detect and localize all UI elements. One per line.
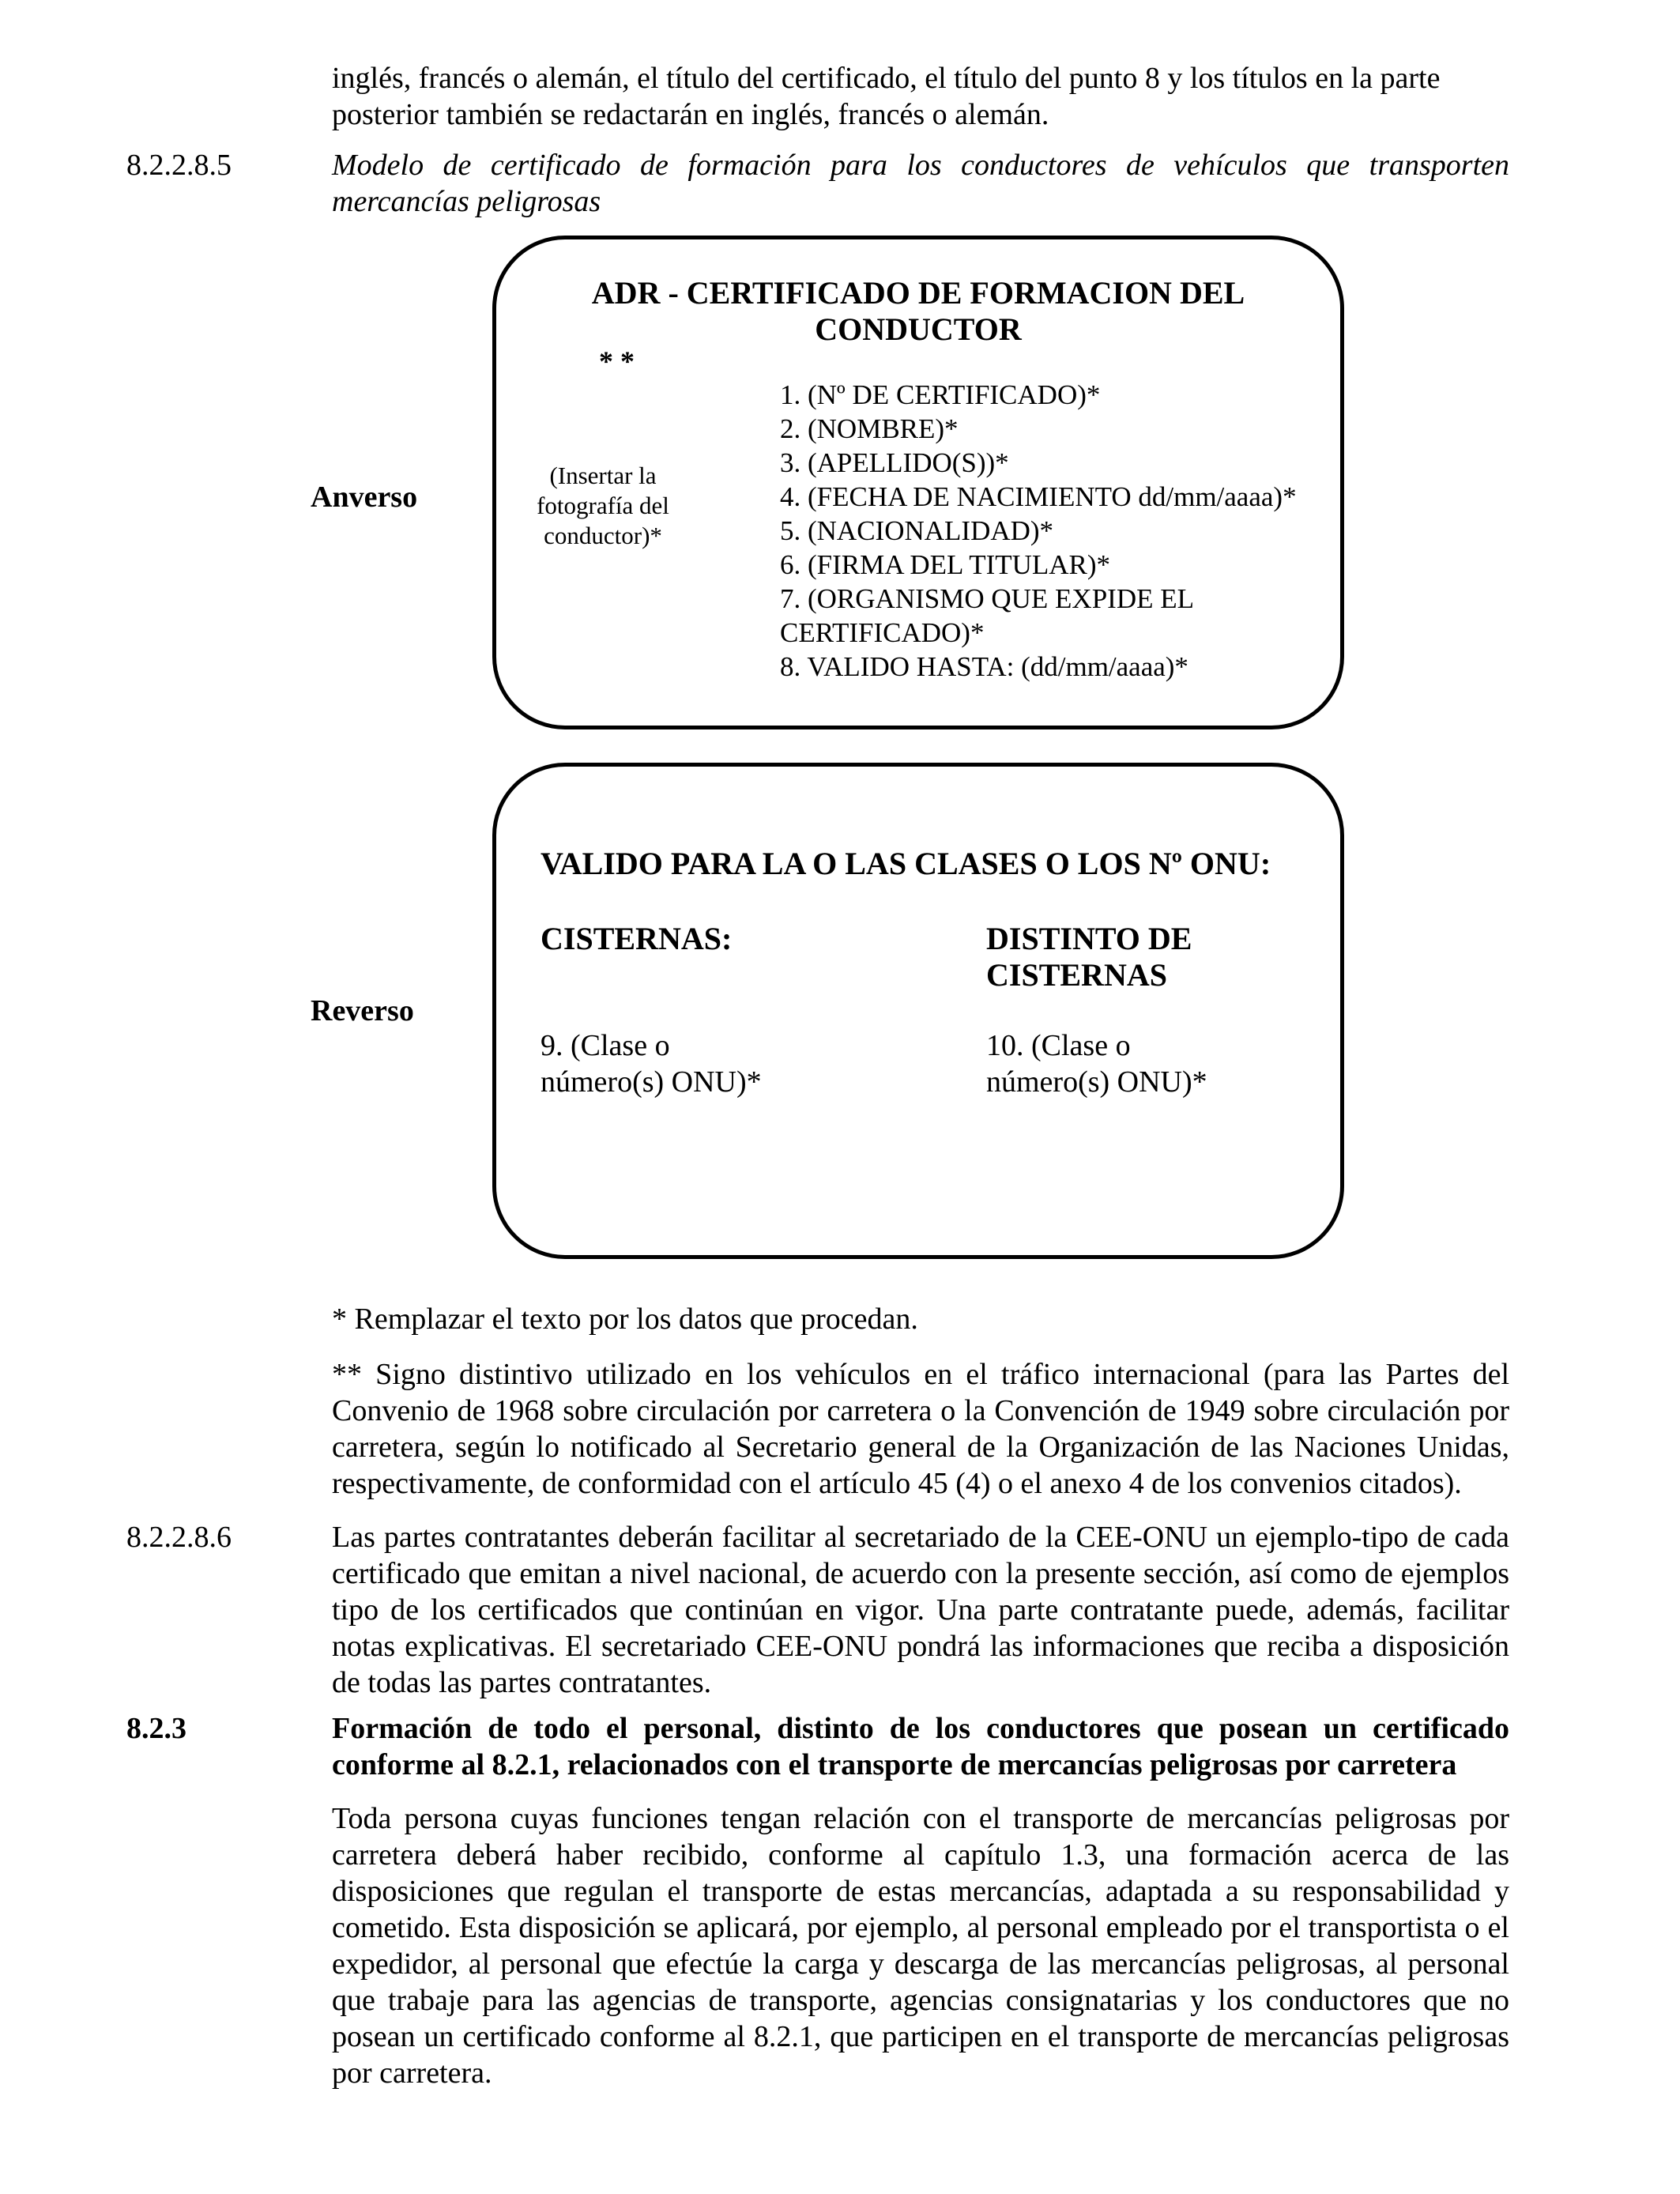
non-tanks-field-line-1: 10. (Clase o bbox=[986, 1029, 1131, 1062]
certificate-fields-list bbox=[780, 378, 1333, 684]
section-number-8-2-3: 8.2.3 bbox=[126, 1712, 186, 1745]
section-heading-8-2-2-8-5-line-2: mercancías peligrosas bbox=[332, 185, 601, 218]
footnote-double-star: ** Signo distintivo utilizado en los vehículos en el tráfico internacional (para las Partes del Convenio de 1968 sobre circulación por carretera o la Convención de 1949 sobre circulación por carretera, según lo notificado al Secretario general de la Organización de las Naciones Unidas, respectivamente, de conformidad con el artículo 45 (4) o el anexo 4 de los convenios citados). bbox=[332, 1358, 1509, 1500]
photo-placeholder bbox=[528, 461, 678, 551]
photo-placeholder-line-1: (Insertar la bbox=[549, 462, 657, 489]
back-side-label: Reverso bbox=[311, 994, 414, 1027]
photo-placeholder-line-2: fotografía del bbox=[537, 492, 669, 519]
footnote-single-star: * Remplazar el texto por los datos que procedan. bbox=[332, 1302, 918, 1336]
field-certificate-number: 1. (Nº DE CERTIFICADO)* bbox=[780, 379, 1101, 410]
field-name: 2. (NOMBRE)* bbox=[780, 413, 959, 444]
back-card-title: VALIDO PARA LA O LAS CLASES O LOS Nº ONU: bbox=[541, 846, 1271, 881]
intro-line-2: posterior también se redactarán en inglés, francés o alemán. bbox=[332, 98, 1049, 131]
front-side-label: Anverso bbox=[311, 481, 418, 514]
country-code-placeholder: * * bbox=[599, 345, 635, 377]
section-number-8-2-2-8-5: 8.2.2.8.5 bbox=[126, 149, 232, 182]
non-tanks-heading-line-2: CISTERNAS bbox=[986, 957, 1167, 993]
tanks-field-line-2: número(s) ONU)* bbox=[541, 1065, 762, 1099]
section-text-8-2-3: Toda persona cuyas funciones tengan relación con el transporte de mercancías peligrosas por carretera deberá haber recibido, conforme al capítulo 1.3, una formación acerca de las disposiciones que regulan el transporte de estas mercancías, adaptada a su responsabilidad y cometido. Esta disposición se aplicará, por ejemplo, al personal empleado por el transportista o el expedidor, al personal que efectúe la carga y descarga de las mercancías peligrosas, al personal que trabaje para las agencias de transporte, agencias consignatarias y los conductores que no posean un certificado conforme al 8.2.1, que participen en el transporte de mercancías peligrosas por carretera. bbox=[332, 1802, 1509, 2090]
intro-line-1: inglés, francés o alemán, el título del certificado, el título del punto 8 y los títulos en la parte bbox=[332, 62, 1441, 95]
front-card-title-line-1: ADR - CERTIFICADO DE FORMACION DEL bbox=[591, 275, 1245, 311]
field-issuing-body: 7. (ORGANISMO QUE EXPIDE EL bbox=[780, 583, 1194, 614]
section-text-8-2-2-8-6: Las partes contratantes deberán facilitar al secretariado de la CEE-ONU un ejemplo-tipo de cada certificado que emitan a nivel nacional, de acuerdo con la presente sección, así como de ejemplos tipo de los certificados que continúan en vigor. Una parte contratante puede, además, facilitar notas explicativas. El secretariado CEE-ONU pondrá las informaciones que reciba a disposición de todas las partes contratantes. bbox=[332, 1521, 1509, 1699]
section-heading-8-2-3: Formación de todo el personal, distinto de los conductores que posean un certificado conforme al 8.2.1, relacionados con el transporte de mercancías peligrosas por carretera bbox=[332, 1712, 1509, 1781]
non-tanks-heading-line-1: DISTINTO DE bbox=[986, 921, 1192, 956]
non-tanks-field-line-2: número(s) ONU)* bbox=[986, 1065, 1207, 1099]
certificate-front-card bbox=[492, 236, 1344, 729]
tanks-heading: CISTERNAS: bbox=[541, 921, 733, 956]
tanks-field-line-1: 9. (Clase o bbox=[541, 1029, 670, 1062]
field-surname: 3. (APELLIDO(S))* bbox=[780, 447, 1009, 478]
front-card-title-line-2: CONDUCTOR bbox=[815, 311, 1022, 347]
certificate-back-card bbox=[492, 763, 1344, 1259]
section-heading-8-2-2-8-5-line-1: Modelo de certificado de formación para los conductores de vehículos que transporten bbox=[332, 149, 1509, 182]
field-holder-signature: 6. (FIRMA DEL TITULAR)* bbox=[780, 549, 1111, 580]
field-valid-until: 8. VALIDO HASTA: (dd/mm/aaaa)* bbox=[780, 651, 1188, 682]
field-birth-date: 4. (FECHA DE NACIMIENTO dd/mm/aaaa)* bbox=[780, 481, 1297, 512]
field-nationality: 5. (NACIONALIDAD)* bbox=[780, 515, 1054, 546]
section-number-8-2-2-8-6: 8.2.2.8.6 bbox=[126, 1521, 232, 1554]
photo-placeholder-line-3: conductor)* bbox=[544, 522, 662, 549]
field-issuing-body-continued: CERTIFICADO)* bbox=[780, 617, 985, 648]
